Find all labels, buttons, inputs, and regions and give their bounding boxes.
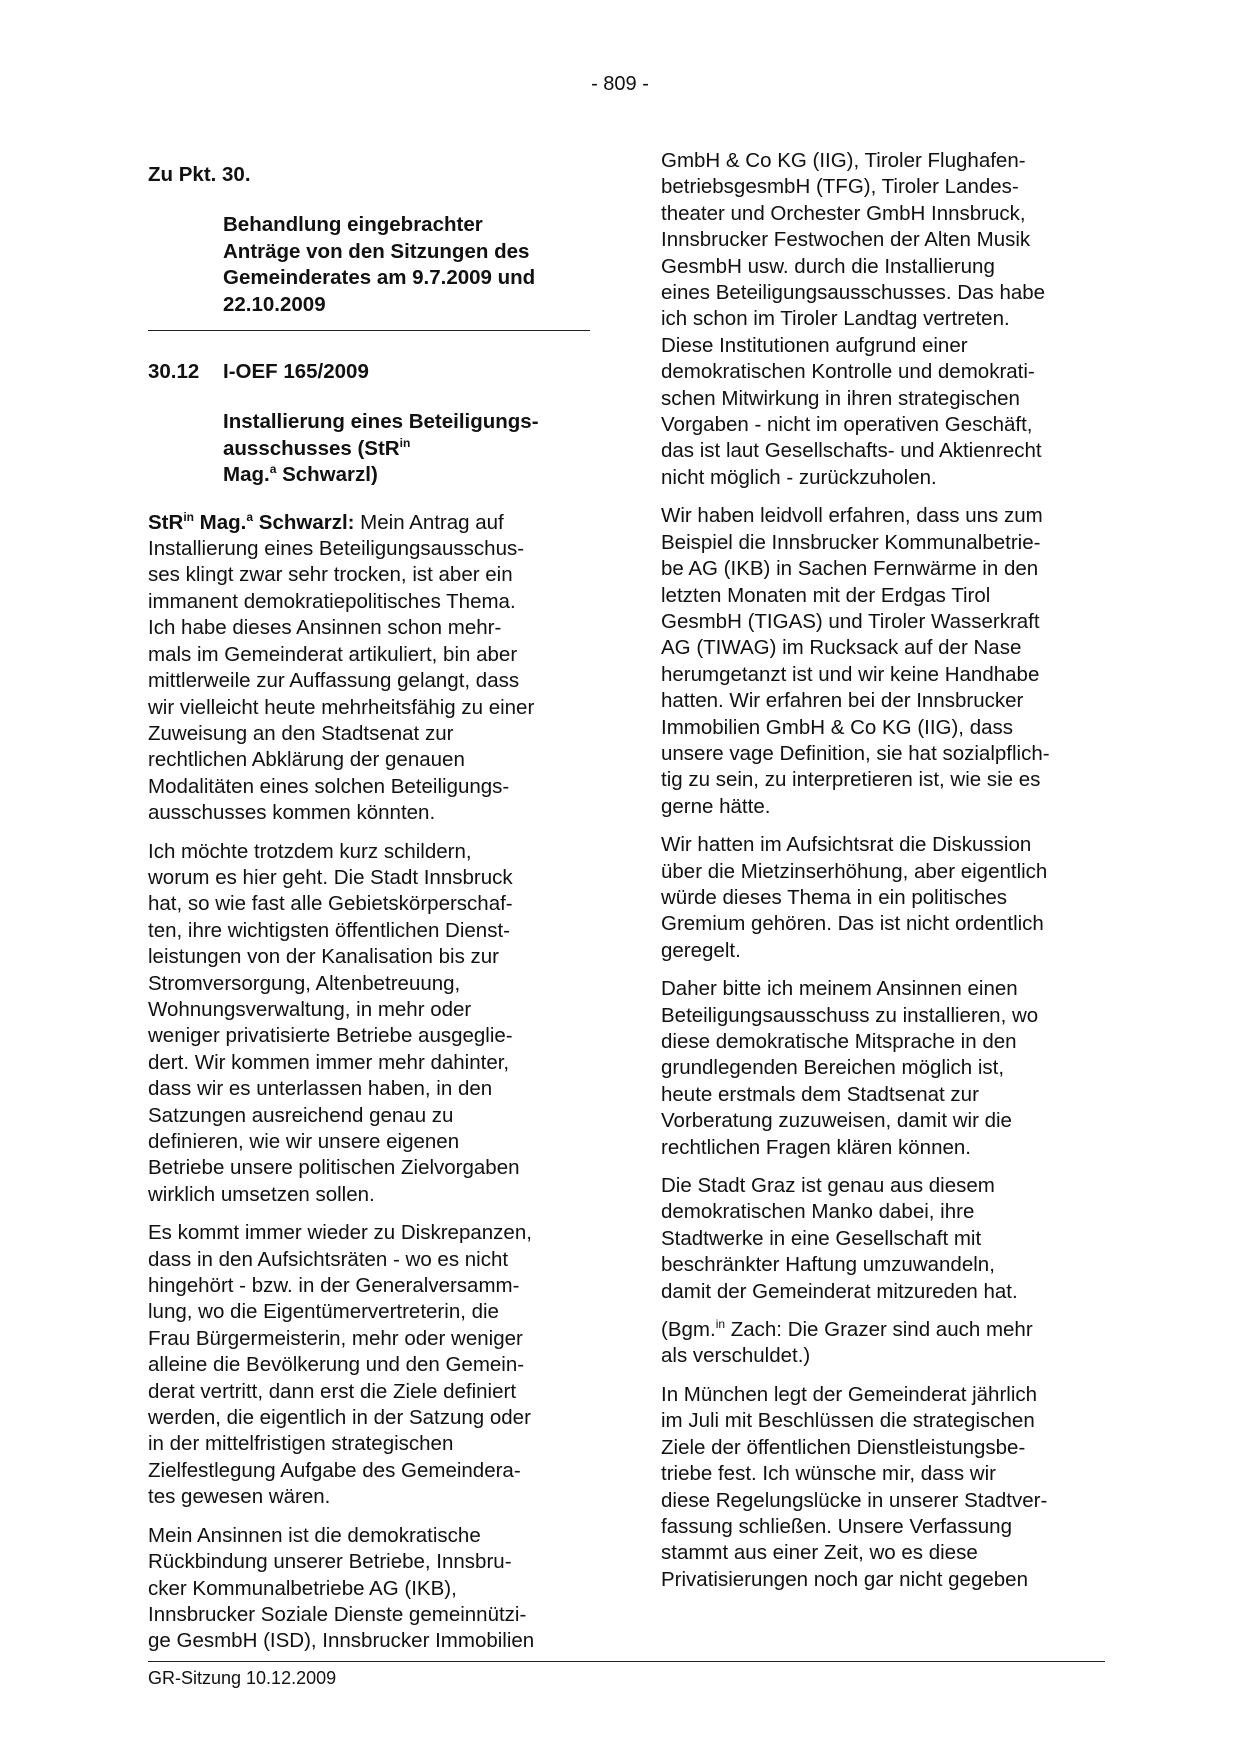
footer-text: GR-Sitzung 10.12.2009 [148,1668,337,1688]
item-subject-line [223,436,584,462]
paragraph: Daher bitte ich meinem Ansinnen einen Beteiligungsausschuss zu installieren, wo diese demokratische Mitsprache in den grundlegenden Bereichen möglich ist, heute erstmals dem Stadtsenat zur Vorberatung zuzuweisen, damit wir die rechtlichen Fragen klären können. [661,977,1039,1159]
item-subject [223,409,584,488]
page-number: - 809 - [591,73,649,95]
section-divider [148,330,590,331]
item-header [148,359,584,385]
agenda-title-line: 22.10.2009 [223,292,326,316]
footer-divider [148,1661,1105,1662]
item-subject-line [223,462,584,488]
superscript: in [399,435,411,450]
agenda-heading: Zu Pkt. 30. [148,163,251,186]
paragraph: Es kommt immer wieder zu Diskrepanzen, dass in den Aufsichtsräten - wo es nicht hingehört - bzw. in der Generalversamm- lung, wo die Eigentümervertreterin, die Frau Bürgermeisterin, mehr oder weniger alleine die Bevölkerung und den Gemein- derat vertritt, dann erst die Ziele definiert werden, die eigentlich in der Satzung oder in der mittelfristigen strategischen Zielfestlegung Aufgabe des Gemeindera- tes gewesen wären. [148,1221,532,1509]
item-subject-line: Installierung eines Beteiligungs- [223,410,539,434]
speaker-name: StR$^{in}$ Mag.$^a$ Schwarzl: [148,509,355,534]
interjection: (Bgm.$^{in}$ Zach: Die Grazer sind auch mehr als verschuldet.) [661,1317,1033,1368]
paragraph: Wir haben leidvoll erfahren, dass uns zum Beispiel die Innsbrucker Kommunalbetrie- be AG (IKB) in Sachen Fernwärme in den letzten Monaten mit der Erdgas Tirol GesmbH (TIGAS) und Tiroler Wasserkraft AG (TIWAG) im Rucksack auf der Nase herumgetanzt ist und wir keine Handhabe hatten. Wir erfahren bei der Innsbrucker Immobilien GmbH & Co KG (IIG), dass unsere vage Definition, sie hat sozialpflich- tig zu sein, zu interpretieren ist, wie sie es gerne hätte. [661,504,1050,818]
paragraph: StR$^{in}$ Mag.$^a$ Schwarzl: Mein Antrag auf Installierung eines Beteiligungsausschus- ses klingt zwar sehr trocken, ist aber ein immanent demokratiepolitisches Thema. Ich habe dieses Ansinnen schon mehr- mals im Gemeinderat artikuliert, bin aber mittlerweile zur Auffassung gelangt, dass wir vielleicht heute mehrheitsfähig zu einer Zuweisung an den Stadtsenat zur rechtlichen Abklärung der genauen Modalitäten eines solchen Beteiligungs- ausschusses kommen könnten. [148,509,535,825]
paragraph: In München legt der Gemeinderat jährlich im Juli mit Beschlüssen die strategischen Ziele der öffentlichen Dienstleistungsbe- triebe fest. Ich wünsche mir, dass wir diese Regelungslücke in unserer Stadtver- fassung schließen. Unsere Verfassung stammt aus einer Zeit, wo es diese Privatisierungen noch gar nicht gegeben [661,1382,1048,1591]
item-number: 30.12 [148,360,200,384]
paragraph: Wir hatten im Aufsichtsrat die Diskussion über die Mietzinserhöhung, aber eigentlich würde dieses Thema in ein politisches Gremium gehören. Das ist nicht ordentlich geregelt. [661,833,1048,962]
agenda-title-line: Behandlung eingebrachter [223,213,483,237]
agenda-title-line: Anträge von den Sitzungen des [223,239,530,263]
agenda-title [223,212,584,318]
item-subject-text: ausschusses (StR [223,436,400,460]
agenda-title-line: Gemeinderates am 9.7.2009 und [223,266,536,290]
superscript: a [269,462,277,477]
paragraph: GmbH & Co KG (IIG), Tiroler Flughafen- betriebsgesmbH (TFG), Tiroler Landes- theater und Orchester GmbH Innsbruck, Innsbrucker Festwochen der Alten Musik GesmbH usw. durch die Installierung eines Beteiligungsausschusses. Das habe ich schon im Tiroler Landtag vertreten. Diese Institutionen aufgrund einer demokratischen Kontrolle und demokrati- schen Mitwirkung in ihren strategischen Vorgaben - nicht im operativen Geschäft, das ist laut Gesellschafts- und Aktienrecht nicht möglich - zurückzuholen. [661,149,1046,489]
item-subject-text: Schwarzl) [276,463,378,487]
right-column [661,148,1097,1605]
paragraph: Mein Ansinnen ist die demokratische Rückbindung unserer Betriebe, Innsbru- cker Kommunalbetriebe AG (IKB), Innsbrucker Soziale Dienste gemeinnützi- ge GesmbH (ISD), Innsbrucker Immobilien [148,1523,535,1653]
item-subject-text: Mag. [223,463,270,487]
paragraph: Die Stadt Graz ist genau aus diesem demokratischen Manko dabei, ihre Stadtwerke in eine Gesellschaft mit beschränkter Haftung umzuwandeln, damit der Gemeinderat mitzureden hat. [661,1174,1018,1303]
item-code: I-OEF 165/2009 [223,360,369,384]
left-column [148,148,584,1667]
paragraph: Ich möchte trotzdem kurz schildern, worum es hier geht. Die Stadt Innsbruck hat, so wie fast alle Gebietskörperschaf- ten, ihre wichtigsten öffentlichen Dienst- leistungen von der Kanalisation bis zur Stromversorgung, Altenbetreuung, Wohnungsverwaltung, in mehr oder weniger privatisierte Betriebe ausgeglie- dert. Wir kommen immer mehr dahinter, dass wir es unterlassen haben, in den Satzungen ausreichend genau zu definieren, wie wir unsere eigenen Betriebe unsere politischen Zielvorgaben wirklich umsetzen sollen. [148,839,520,1206]
